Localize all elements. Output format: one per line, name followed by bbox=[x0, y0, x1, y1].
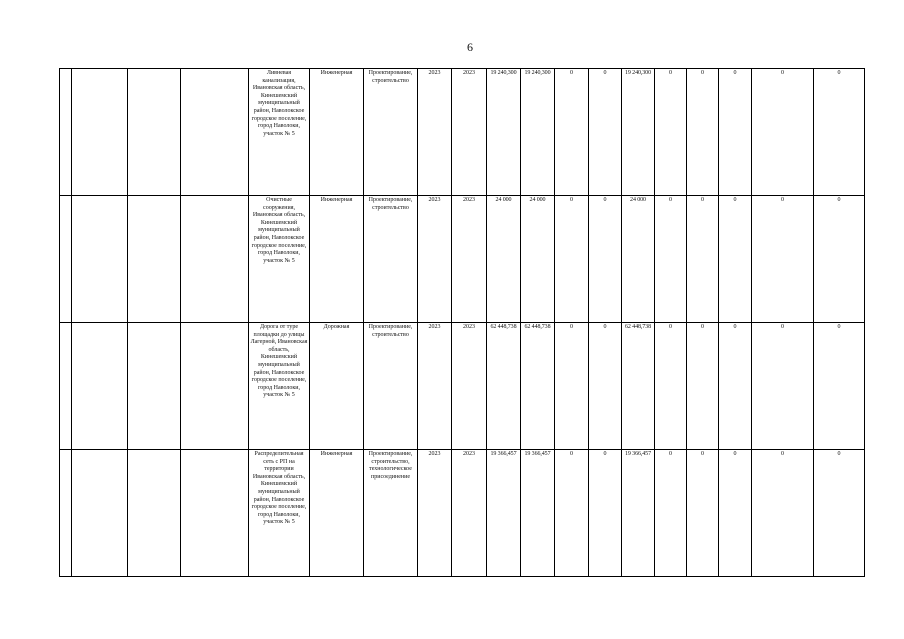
value-cell: 0 bbox=[752, 69, 814, 196]
empty-cell bbox=[72, 323, 128, 450]
object-type-cell: Инженерная bbox=[310, 69, 364, 196]
value-cell: 0 bbox=[719, 69, 752, 196]
value-cell: 0 bbox=[719, 196, 752, 323]
year-start-cell: 2023 bbox=[418, 323, 452, 450]
empty-cell bbox=[181, 450, 249, 577]
funding-other-cell: 0 bbox=[655, 69, 687, 196]
value-cell: 0 bbox=[752, 450, 814, 577]
funding-total-cell: 19 366,457 bbox=[521, 450, 555, 577]
table-row bbox=[60, 323, 865, 450]
object-name-cell: Очистные сооружения, Ивановская область, Кинешемский муниципальный район, Наволокское городское поселение, город Наволоки, участок № 5 bbox=[249, 196, 310, 323]
funding-total-cell: 24 000 bbox=[521, 196, 555, 323]
value-cell: 0 bbox=[687, 69, 719, 196]
funding-local-cell: 19 366,457 bbox=[622, 450, 655, 577]
work-type-cell: Проектирование, строительство bbox=[364, 323, 418, 450]
empty-cell bbox=[60, 69, 72, 196]
funding-federal-cell: 0 bbox=[555, 450, 589, 577]
year-end-cell: 2023 bbox=[452, 196, 487, 323]
funding-other-cell: 0 bbox=[655, 323, 687, 450]
value-cell: 0 bbox=[687, 450, 719, 577]
funding-local-cell: 19 240,300 bbox=[622, 69, 655, 196]
funding-local-cell: 24 000 bbox=[622, 196, 655, 323]
work-type-cell: Проектирование, строительство, технологическое присоединение bbox=[364, 450, 418, 577]
empty-cell bbox=[128, 450, 181, 577]
funding-local-cell: 62 448,738 bbox=[622, 323, 655, 450]
table-body bbox=[60, 69, 865, 577]
object-name-cell: Распределительная сеть с РП на территории Ивановская область, Кинешемский муниципальный район, Наволокское городское поселение, город Наволоки, участок № 5 bbox=[249, 450, 310, 577]
table-row bbox=[60, 69, 865, 196]
empty-cell bbox=[60, 196, 72, 323]
object-type-cell: Инженерная bbox=[310, 450, 364, 577]
total-cost-cell: 19 240,300 bbox=[487, 69, 521, 196]
table-row bbox=[60, 196, 865, 323]
year-end-cell: 2023 bbox=[452, 323, 487, 450]
funding-regional-cell: 0 bbox=[589, 323, 622, 450]
object-type-cell: Дорожная bbox=[310, 323, 364, 450]
value-cell: 0 bbox=[687, 196, 719, 323]
year-start-cell: 2023 bbox=[418, 69, 452, 196]
total-cost-cell: 24 000 bbox=[487, 196, 521, 323]
value-cell: 0 bbox=[814, 69, 865, 196]
empty-cell bbox=[72, 196, 128, 323]
value-cell: 0 bbox=[687, 323, 719, 450]
value-cell: 0 bbox=[814, 450, 865, 577]
funding-federal-cell: 0 bbox=[555, 69, 589, 196]
funding-other-cell: 0 bbox=[655, 450, 687, 577]
funding-regional-cell: 0 bbox=[589, 450, 622, 577]
year-end-cell: 2023 bbox=[452, 69, 487, 196]
object-name-cell: Дорога от туре площадки до улицы Лагерной, Ивановская область, Кинешемский муниципальный район, Наволокское городское поселение, город Наволоки, участок № 5 bbox=[249, 323, 310, 450]
investment-table bbox=[59, 68, 865, 577]
value-cell: 0 bbox=[719, 323, 752, 450]
year-end-cell: 2023 bbox=[452, 450, 487, 577]
empty-cell bbox=[181, 196, 249, 323]
table-row bbox=[60, 450, 865, 577]
total-cost-cell: 19 366,457 bbox=[487, 450, 521, 577]
work-type-cell: Проектирование, строительство bbox=[364, 196, 418, 323]
value-cell: 0 bbox=[814, 323, 865, 450]
empty-cell bbox=[128, 196, 181, 323]
value-cell: 0 bbox=[814, 196, 865, 323]
empty-cell bbox=[72, 450, 128, 577]
object-type-cell: Инженерная bbox=[310, 196, 364, 323]
object-name-cell: Ливневая канализация, Ивановская область, Кинешемский муниципальный район, Наволокское городское поселение, город Наволоки, участок № 5 bbox=[249, 69, 310, 196]
empty-cell bbox=[72, 69, 128, 196]
value-cell: 0 bbox=[752, 323, 814, 450]
empty-cell bbox=[181, 69, 249, 196]
work-type-cell: Проектирование, строительство bbox=[364, 69, 418, 196]
year-start-cell: 2023 bbox=[418, 450, 452, 577]
funding-total-cell: 19 240,300 bbox=[521, 69, 555, 196]
empty-cell bbox=[60, 450, 72, 577]
year-start-cell: 2023 bbox=[418, 196, 452, 323]
funding-other-cell: 0 bbox=[655, 196, 687, 323]
value-cell: 0 bbox=[719, 450, 752, 577]
funding-federal-cell: 0 bbox=[555, 196, 589, 323]
empty-cell bbox=[128, 69, 181, 196]
funding-regional-cell: 0 bbox=[589, 196, 622, 323]
funding-federal-cell: 0 bbox=[555, 323, 589, 450]
total-cost-cell: 62 448,738 bbox=[487, 323, 521, 450]
empty-cell bbox=[128, 323, 181, 450]
funding-regional-cell: 0 bbox=[589, 69, 622, 196]
value-cell: 0 bbox=[752, 196, 814, 323]
empty-cell bbox=[60, 323, 72, 450]
page-number: 6 bbox=[467, 40, 473, 54]
empty-cell bbox=[181, 323, 249, 450]
funding-total-cell: 62 448,738 bbox=[521, 323, 555, 450]
